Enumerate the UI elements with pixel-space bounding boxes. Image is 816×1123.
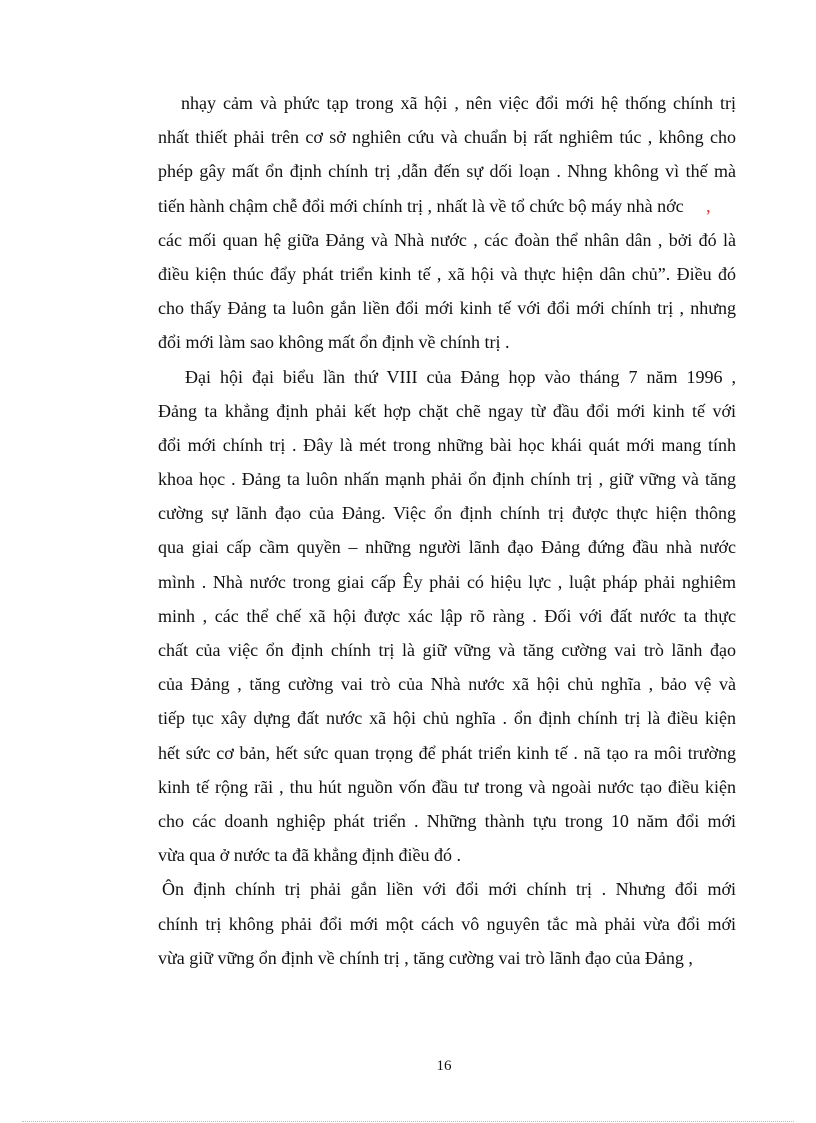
text-line: khoa học . Đảng ta luôn nhấn mạnh phải ổn định chính trị , giữ vững và tăng — [158, 469, 736, 490]
text-line: nhất thiết phải trên cơ sở nghiên cứu và chuẩn bị rất nghiêm túc , không cho — [158, 127, 736, 148]
paragraph-1 — [158, 86, 736, 360]
paragraph-3 — [158, 872, 736, 975]
text-line: cường sự lãnh đạo của Đảng. Việc ổn định chính trị được thực hiện thông — [158, 503, 736, 524]
text-line: cho các doanh nghiệp phát triển . Những thành tựu trong 10 năm đổi mới — [158, 810, 736, 831]
paragraph-2 — [158, 360, 736, 873]
text-line: đổi mới chính trị . Đây là mét trong những bài học khái quát mới mang tính — [158, 434, 736, 455]
text-line: chính trị không phải đổi mới một cách vô nguyên tắc mà phải vừa đổi mới — [158, 913, 736, 934]
text-line: điều kiện thúc đẩy phát triển kinh tế , xã hội và thực hiện dân chủ”. Điều đó — [158, 263, 736, 284]
text-line: chất của việc ổn định chính trị là giữ vững và tăng cường vai trò lãnh đạo — [158, 640, 736, 660]
text-line: minh , các thể chế xã hội được xác lập rõ ràng . Đối với đất nước ta thực — [158, 605, 736, 626]
text-line: vừa giữ vững ổn định về chính trị , tăng cường vai trò lãnh đạo của Đảng , — [158, 947, 693, 968]
text-line: các mối quan hệ giữa Đảng và Nhà nước , các đoàn thể nhân dân , bởi đó là — [158, 229, 736, 250]
text-line-content: tiến hành chậm chễ đổi mới chính trị , nhất là về tổ chức bộ máy nhà nớc — [158, 195, 684, 216]
text-line: nhạy cảm và phức tạp trong xã hội , nên việc đổi mới hệ thống chính trị — [181, 93, 736, 113]
text-line: cho thấy Đảng ta luôn gắn liền đổi mới kinh tế với đổi mới chính trị , nhưng — [158, 298, 736, 319]
text-line: của Đảng , tăng cường vai trò của Nhà nước xã hội chủ nghĩa , bảo vệ và — [158, 674, 736, 695]
text-line: qua giai cấp cầm quyền – những người lãnh đạo Đảng đứng đầu nhà nước — [158, 537, 736, 558]
accent-comma: , — [706, 195, 711, 216]
text-line — [158, 189, 736, 223]
text-line: Đảng ta khẳng định phải kết hợp chặt chẽ ngay từ đầu đổi mới kinh tế với — [158, 400, 736, 421]
page-number: 16 — [436, 1058, 452, 1074]
text-line: đổi mới làm sao không mất ổn định về chính trị . — [158, 332, 510, 353]
text-line: Đại hội đại biểu lần thứ VIII của Đảng họp vào tháng 7 năm 1996 , — [185, 366, 736, 387]
text-line: mình . Nhà nước trong giai cấp Êy phải có hiệu lực , luật pháp phải nghiêm — [158, 571, 736, 592]
text-line: kinh tế rộng rãi , thu hút nguồn vốn đầu tư trong và ngoài nước tạo điều kiện — [158, 776, 736, 797]
page-bottom-rule — [22, 1121, 794, 1122]
text-line: hết sức cơ bản, hết sức quan trọng để phát triển kinh tế . nã tạo ra môi trường — [158, 742, 736, 763]
body-text — [158, 86, 736, 975]
text-line: phép gây mất ổn định chính trị ,dẫn đến sự dối loạn . Nhng không vì thế mà — [158, 161, 736, 182]
text-line: Ôn định chính trị phải gắn liền với đổi mới chính trị . Nhưng đổi mới — [162, 879, 736, 900]
text-line: tiếp tục xây dựng đất nước xã hội chủ nghĩa . ổn định chính trị là điều kiện — [158, 708, 736, 729]
text-line: vừa qua ở nước ta đã khẳng định điều đó . — [158, 845, 461, 866]
